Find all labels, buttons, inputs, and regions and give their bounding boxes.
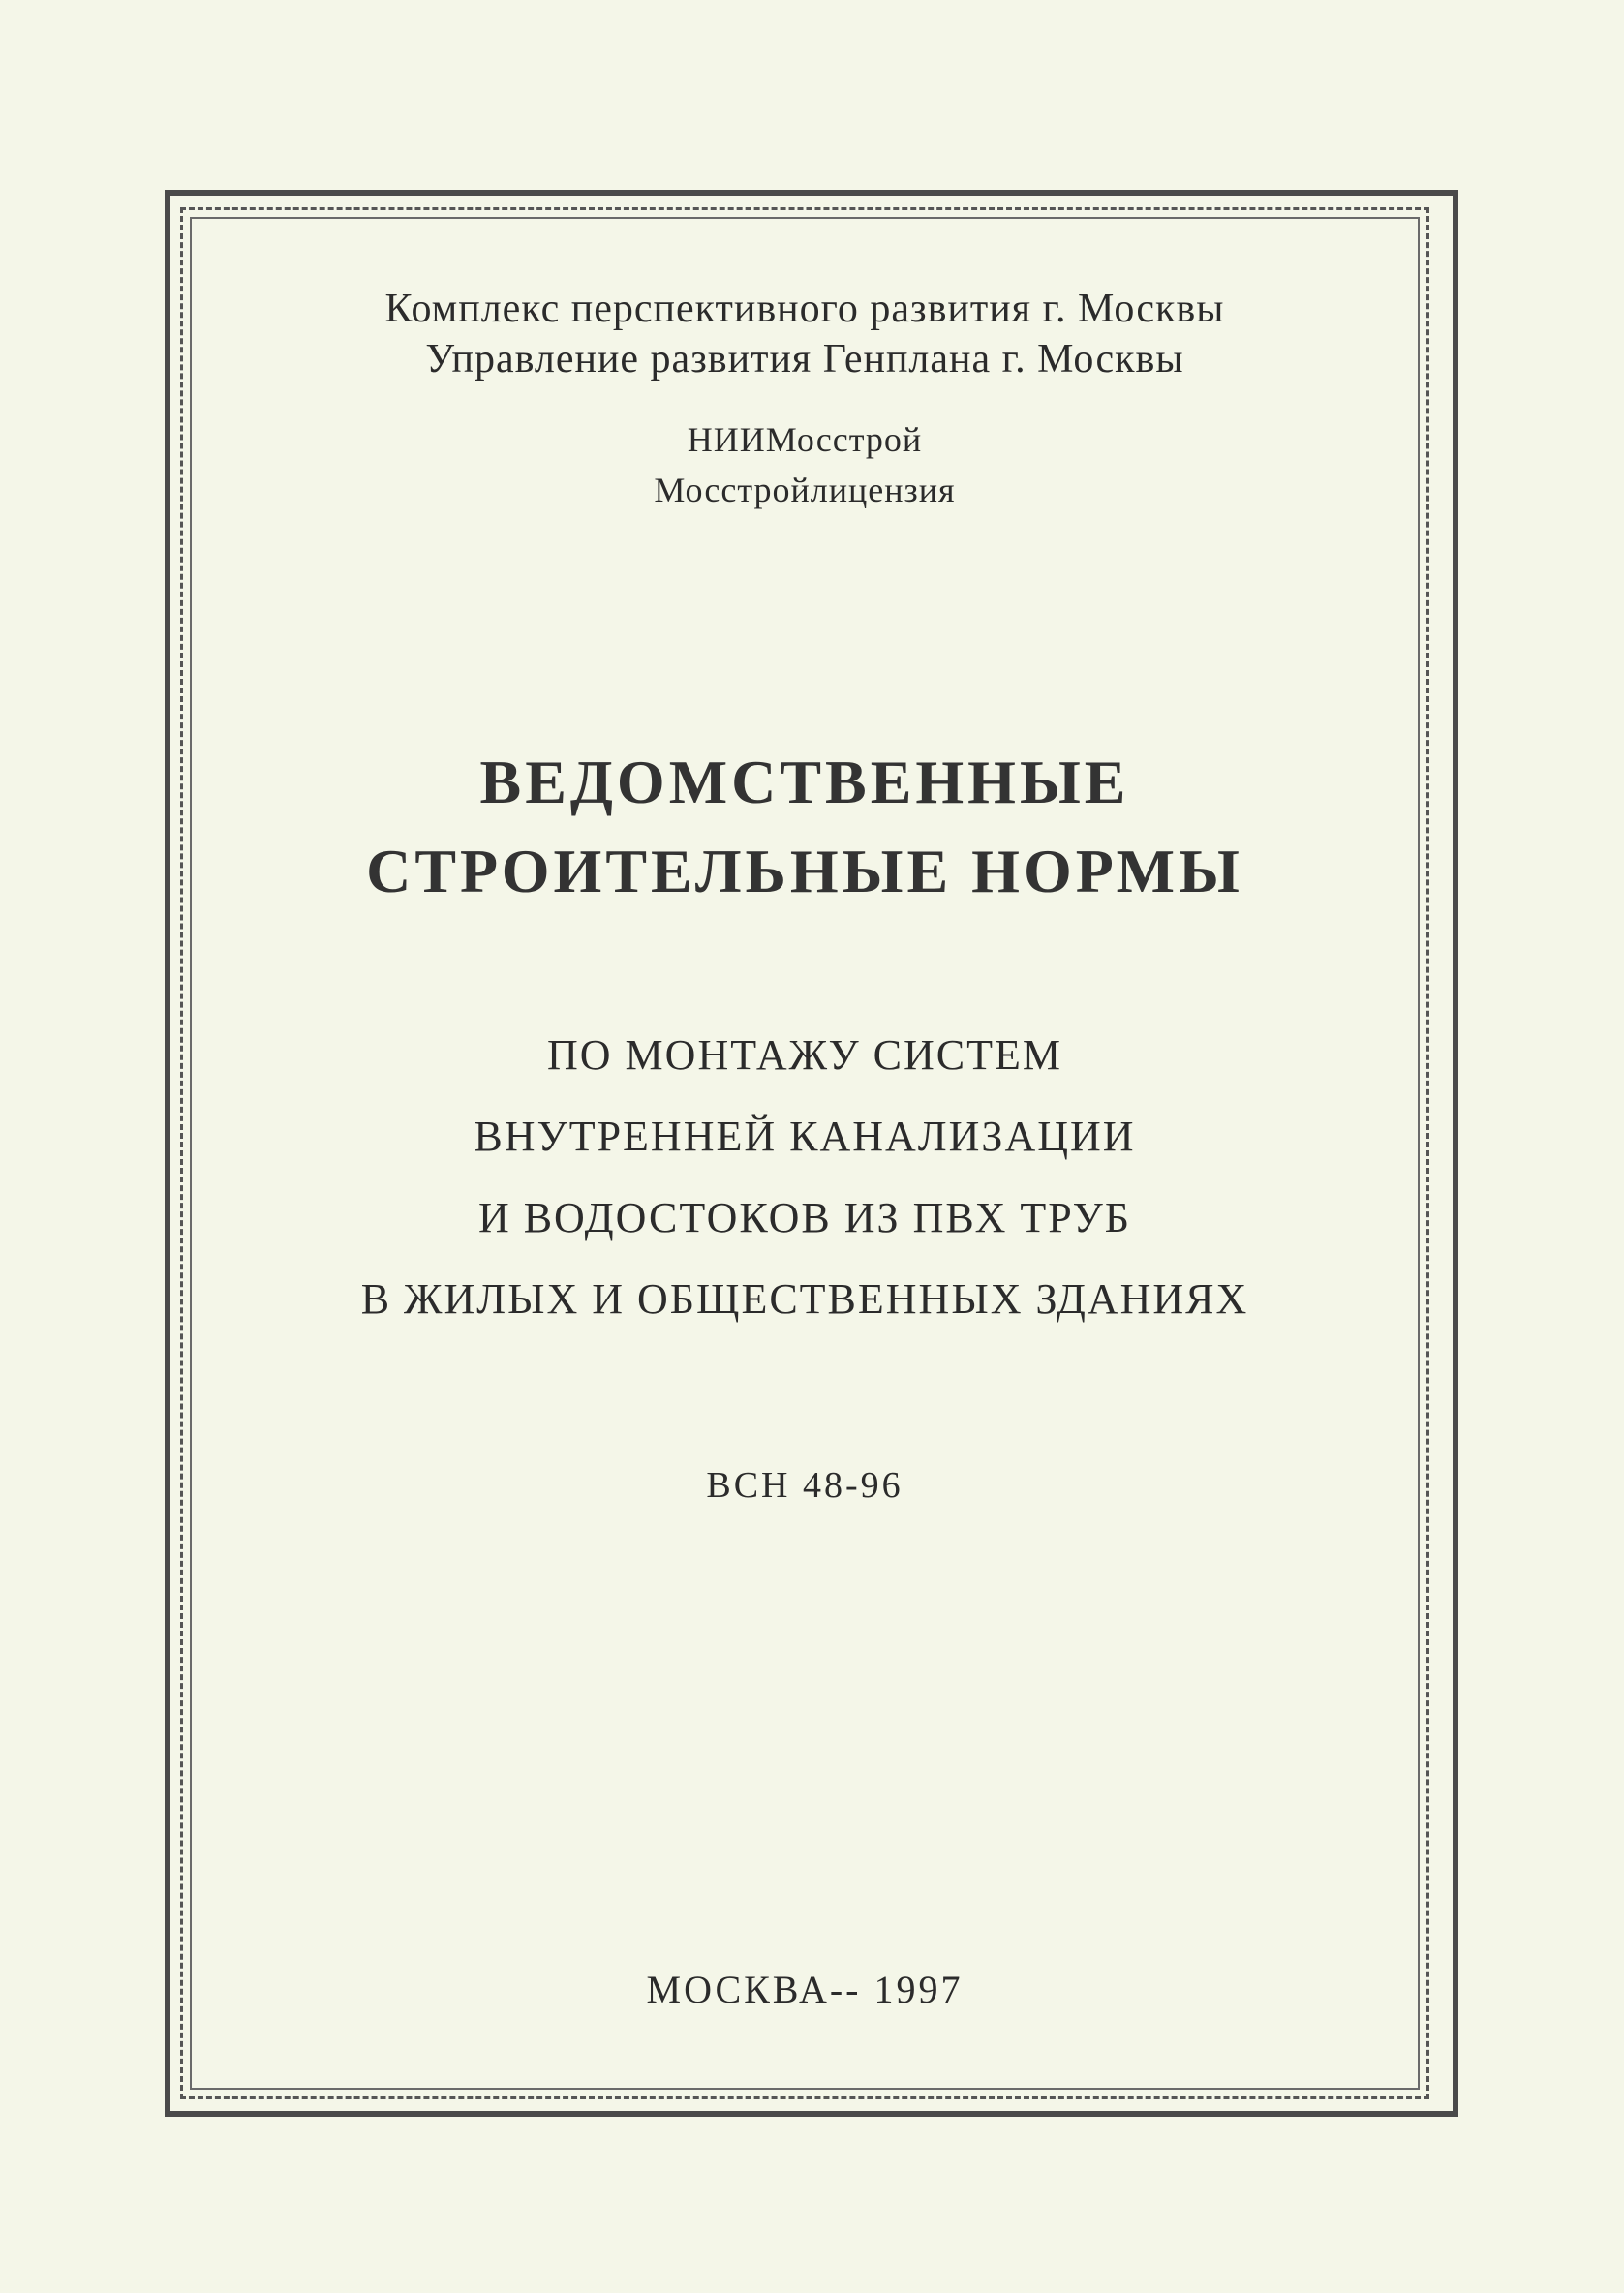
institute-line-1: НИИМосстрой — [687, 420, 923, 459]
document-title-line-2: СТРОИТЕЛЬНЫЕ НОРМЫ — [366, 837, 1243, 905]
organization-line-1: Комплекс перспективного развития г. Москвы — [384, 287, 1225, 331]
subtitle-line-1: ПО МОНТАЖУ СИСТЕМ — [547, 1031, 1062, 1079]
document-code: ВСН 48-96 — [706, 1465, 904, 1506]
subtitle-line-3: И ВОДОСТОКОВ ИЗ ПВХ ТРУБ — [477, 1194, 1132, 1241]
document-title-line-1: ВЕДОМСТВЕННЫЕ — [479, 748, 1130, 816]
institute-line-2: Мосстройлицензия — [654, 471, 956, 509]
city-year: МОСКВА-- 1997 — [646, 1968, 964, 2011]
subtitle-line-4: В ЖИЛЫХ И ОБЩЕСТВЕННЫХ ЗДАНИЯХ — [360, 1275, 1249, 1323]
organization-line-2: Управление развития Генплана г. Москвы — [425, 337, 1184, 382]
subtitle-line-2: ВНУТРЕННЕЙ КАНАЛИЗАЦИИ — [474, 1113, 1136, 1160]
